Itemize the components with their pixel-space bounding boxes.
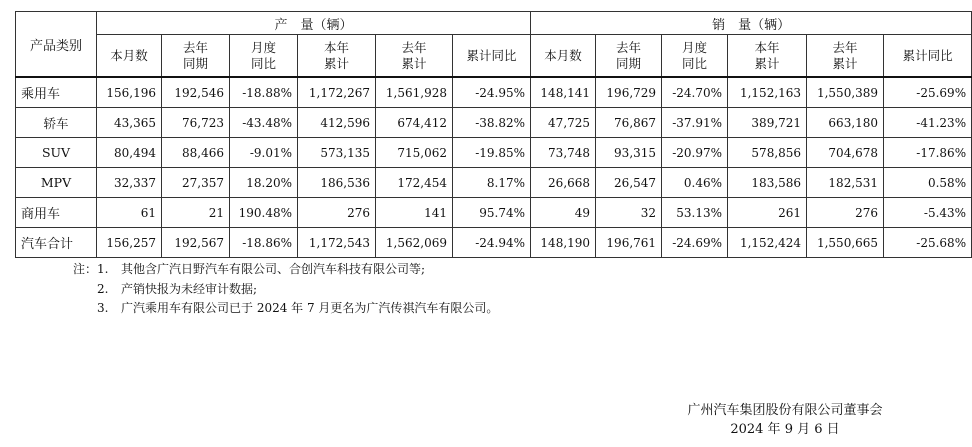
column-header-part: 去年 (616, 39, 642, 55)
table-cell: 192,567 (162, 228, 230, 258)
table-cell: 8.17% (453, 168, 531, 198)
column-header-part: 本年 (323, 39, 349, 55)
table-cell: -18.88% (230, 77, 298, 108)
table-cell: 715,062 (376, 138, 453, 168)
table-cell: -9.01% (230, 138, 298, 168)
table-cell: 32,337 (97, 168, 162, 198)
table-cell: -38.82% (453, 108, 531, 138)
column-header (596, 35, 662, 78)
column-header-part: 月度 (682, 39, 708, 55)
table-cell: 49 (531, 198, 596, 228)
table-cell: 43,365 (97, 108, 162, 138)
table-cell: 663,180 (807, 108, 884, 138)
table-cell: 148,190 (531, 228, 596, 258)
table-cell: 704,678 (807, 138, 884, 168)
notes (73, 260, 498, 319)
table-cell: 88,466 (162, 138, 230, 168)
table-cell: 1,561,928 (376, 77, 453, 108)
column-header-part: 累计 (754, 55, 780, 71)
table-cell: -20.97% (662, 138, 728, 168)
table-cell: 182,531 (807, 168, 884, 198)
table-cell: 573,135 (298, 138, 376, 168)
table-cell: 47,725 (531, 108, 596, 138)
table-cell: 1,172,267 (298, 77, 376, 108)
column-header (162, 35, 230, 78)
table-cell: 18.20% (230, 168, 298, 198)
table-cell: -37.91% (662, 108, 728, 138)
table-cell: -43.48% (230, 108, 298, 138)
table-cell: 578,856 (728, 138, 807, 168)
column-header-part: 累计 (832, 55, 858, 71)
table-cell: 76,867 (596, 108, 662, 138)
table-cell: 95.74% (453, 198, 531, 228)
column-header (376, 35, 453, 78)
column-header-part: 本月数 (544, 47, 582, 63)
table-row (16, 77, 972, 108)
column-header (728, 35, 807, 78)
table-cell: 76,723 (162, 108, 230, 138)
column-header-part: 同比 (682, 55, 708, 71)
table-row (16, 168, 972, 198)
note-line (73, 299, 498, 319)
column-header (662, 35, 728, 78)
column-header (807, 35, 884, 78)
table-cell: -24.70% (662, 77, 728, 108)
notes-lead: 注： (73, 262, 98, 276)
note-line (73, 260, 498, 280)
table-row (16, 138, 972, 168)
table-cell: 1,152,424 (728, 228, 807, 258)
table-cell: 141 (376, 198, 453, 228)
table-cell: 196,729 (596, 77, 662, 108)
table-cell: 156,257 (97, 228, 162, 258)
column-header-part: 累计 (323, 55, 349, 71)
table-cell: 32 (596, 198, 662, 228)
column-header (230, 35, 298, 78)
production-sales-table (15, 11, 972, 258)
table-cell: 73,748 (531, 138, 596, 168)
note-index: 1. (97, 262, 109, 276)
table-cell: 61 (97, 198, 162, 228)
table-cell: 156,196 (97, 77, 162, 108)
table-cell: 196,761 (596, 228, 662, 258)
column-header-part: 本月数 (110, 47, 148, 63)
row-label: 商用车 (16, 198, 97, 228)
row-label: SUV (16, 138, 97, 168)
production-header: 产 量（辆） (97, 12, 531, 35)
table-cell: 1,172,543 (298, 228, 376, 258)
table-cell: -24.69% (662, 228, 728, 258)
table-cell: 0.46% (662, 168, 728, 198)
table-cell: -25.68% (884, 228, 972, 258)
table-cell: 26,668 (531, 168, 596, 198)
note-text: 广汽乘用车有限公司已于 2024 年 7 月更名为广汽传祺汽车有限公司。 (121, 301, 499, 315)
table-row (16, 198, 972, 228)
table-cell: 276 (298, 198, 376, 228)
table-cell: -19.85% (453, 138, 531, 168)
table-cell: 0.58% (884, 168, 972, 198)
sub-header-row (16, 35, 972, 78)
row-label: 汽车合计 (16, 228, 97, 258)
column-header (884, 35, 972, 78)
table-cell: -5.43% (884, 198, 972, 228)
table-cell: 261 (728, 198, 807, 228)
table-cell: 276 (807, 198, 884, 228)
row-label: 乘用车 (16, 77, 97, 108)
column-header-part: 去年 (401, 39, 427, 55)
row-label: 轿车 (16, 108, 97, 138)
note-text: 其他含广汽日野汽车有限公司、合创汽车科技有限公司等; (121, 262, 426, 276)
category-header: 产品类别 (16, 12, 97, 78)
note-text: 产销快报为未经审计数据; (121, 281, 258, 296)
note-index: 3. (97, 301, 109, 315)
table-cell: 412,596 (298, 108, 376, 138)
table-cell: -18.86% (230, 228, 298, 258)
table-cell: 26,547 (596, 168, 662, 198)
table-row (16, 228, 972, 258)
table-cell: 93,315 (596, 138, 662, 168)
table-cell: 53.13% (662, 198, 728, 228)
table-cell: 1,550,665 (807, 228, 884, 258)
table-cell: 172,454 (376, 168, 453, 198)
column-header-part: 累计同比 (902, 47, 953, 63)
table-cell: 1,562,069 (376, 228, 453, 258)
table-cell: 190.48% (230, 198, 298, 228)
table-cell: -24.94% (453, 228, 531, 258)
column-header-part: 本年 (754, 39, 780, 55)
row-label: MPV (16, 168, 97, 198)
signature-company: 广州汽车集团股份有限公司董事会 (687, 403, 883, 418)
column-header-part: 同期 (616, 55, 642, 71)
column-header-part: 去年 (182, 39, 208, 55)
signature-date: 2024 年 9 月 6 日 (730, 422, 840, 437)
table-cell: 1,152,163 (728, 77, 807, 108)
table-cell: 183,586 (728, 168, 807, 198)
table-cell: -17.86% (884, 138, 972, 168)
table-cell: 1,550,389 (807, 77, 884, 108)
sales-header: 销 量（辆） (531, 12, 972, 35)
table-cell: 186,536 (298, 168, 376, 198)
column-header-part: 同比 (250, 55, 276, 71)
table-cell: 80,494 (97, 138, 162, 168)
table-cell: 27,357 (162, 168, 230, 198)
column-header-part: 同期 (182, 55, 208, 71)
table-cell: -25.69% (884, 77, 972, 108)
table-cell: 21 (162, 198, 230, 228)
table-cell: 674,412 (376, 108, 453, 138)
note-line (73, 280, 498, 300)
column-header-part: 去年 (832, 39, 858, 55)
column-header (298, 35, 376, 78)
table-row (16, 108, 972, 138)
table-cell: -24.95% (453, 77, 531, 108)
table-cell: 148,141 (531, 77, 596, 108)
table-cell: 389,721 (728, 108, 807, 138)
table-body (16, 77, 972, 258)
column-header-part: 累计同比 (466, 47, 517, 63)
column-header (97, 35, 162, 78)
column-header-part: 月度 (250, 39, 276, 55)
table-cell: -41.23% (884, 108, 972, 138)
signature-block (678, 401, 892, 439)
column-header-part: 累计 (401, 55, 427, 71)
column-header (531, 35, 596, 78)
note-index: 2. (97, 281, 109, 296)
column-header (453, 35, 531, 78)
table-cell: 192,546 (162, 77, 230, 108)
